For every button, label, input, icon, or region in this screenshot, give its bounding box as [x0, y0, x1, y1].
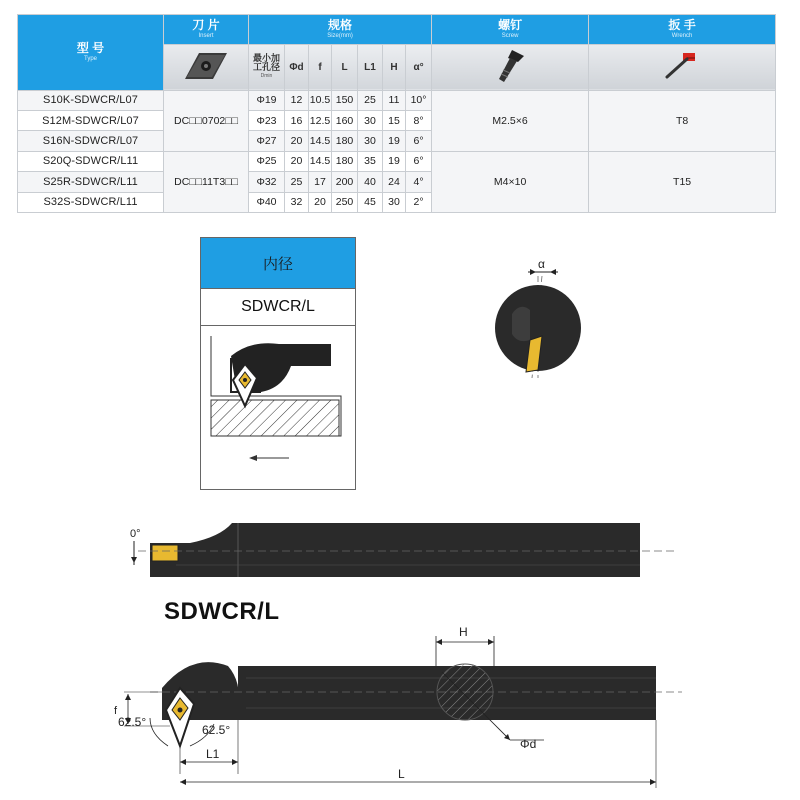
alpha-cell: 6° [406, 151, 432, 171]
insert-header: 刀 片 Insert [164, 15, 249, 45]
model-cell: S10K-SDWCR/L07 [18, 90, 164, 110]
alpha-cell: 10° [406, 90, 432, 110]
table-row [18, 151, 776, 171]
screw-cell: M4×10 [432, 151, 589, 212]
dmin-cell: Φ25 [249, 151, 285, 171]
f-label: f [114, 705, 118, 717]
alpha-cell: 4° [406, 172, 432, 192]
f-cell: 20 [309, 192, 332, 212]
side-view-diagram [120, 515, 680, 585]
wrench-header: 扳 手 Wrench [589, 15, 776, 45]
size-header: 规格 Size(mm) [249, 15, 432, 45]
dmin-cell: Φ32 [249, 172, 285, 192]
L-cell: 160 [332, 110, 358, 130]
H-cell: 11 [383, 90, 406, 110]
table-row [18, 90, 776, 110]
L1-cell: 45 [358, 192, 383, 212]
section-title: SDWCR/L [164, 598, 280, 625]
dmin-cell: Φ19 [249, 90, 285, 110]
L1-cell: 40 [358, 172, 383, 192]
model-cell: S20Q-SDWCR/L11 [18, 151, 164, 171]
angle-left-label: 62.5° [118, 715, 147, 729]
wrench-icon [657, 49, 707, 83]
wrench-cell: T15 [589, 151, 776, 212]
screw-image [432, 44, 589, 90]
model-cell: S12M-SDWCR/L07 [18, 110, 164, 130]
end-view-diagram [480, 258, 590, 388]
f-cell: 14.5 [309, 151, 332, 171]
L-cell: 180 [332, 131, 358, 151]
model-cell: S25R-SDWCR/L11 [18, 172, 164, 192]
screw-header: 螺钉 Screw [432, 15, 589, 45]
boring-operation-diagram [201, 326, 355, 491]
d-cell: 25 [285, 172, 309, 192]
d-cell: 16 [285, 110, 309, 130]
d-cell: 12 [285, 90, 309, 110]
H-cell: 19 [383, 151, 406, 171]
insert-cell: DC□□0702□□ [164, 90, 249, 151]
H-cell: 24 [383, 172, 406, 192]
insert-cell: DC□□11T3□□ [164, 151, 249, 212]
alpha-cell: 6° [406, 131, 432, 151]
dmin-cell: Φ27 [249, 131, 285, 151]
angle-right-label: 62.5° [202, 723, 231, 737]
f-cell: 14.5 [309, 131, 332, 151]
screw-cell: M2.5×6 [432, 90, 589, 151]
L-col-header: L [332, 44, 358, 90]
f-cell: 10.5 [309, 90, 332, 110]
screw-icon [490, 48, 530, 84]
L-cell: 200 [332, 172, 358, 192]
phid-label: Φd [520, 737, 537, 751]
d-cell: 32 [285, 192, 309, 212]
model-cell: S16N-SDWCR/L07 [18, 131, 164, 151]
spec-table [17, 14, 776, 213]
H-label: H [459, 625, 468, 639]
H-cell: 30 [383, 192, 406, 212]
H-col-header: H [383, 44, 406, 90]
L1-cell: 30 [358, 131, 383, 151]
L1-cell: 30 [358, 110, 383, 130]
f-col-header: f [309, 44, 332, 90]
L1-col-header: L1 [358, 44, 383, 90]
alpha-cell: 8° [406, 110, 432, 130]
model-cell: S32S-SDWCR/L11 [18, 192, 164, 212]
wrench-cell: T8 [589, 90, 776, 151]
dmin-cell: Φ40 [249, 192, 285, 212]
alpha-label: α [538, 258, 545, 271]
L-cell: 150 [332, 90, 358, 110]
insert-icon [181, 49, 231, 83]
d-cell: 20 [285, 151, 309, 171]
card-model: SDWCR/L [201, 289, 355, 326]
dmin-cell: Φ23 [249, 110, 285, 130]
L-cell: 180 [332, 151, 358, 171]
top-view-diagram [110, 622, 690, 792]
L1-cell: 25 [358, 90, 383, 110]
insert-shape [152, 545, 178, 561]
boring-type-card [200, 237, 356, 490]
H-cell: 15 [383, 110, 406, 130]
wrench-image [589, 44, 776, 90]
f-cell: 12.5 [309, 110, 332, 130]
L1-label: L1 [206, 747, 220, 761]
L-label: L [398, 767, 405, 781]
L-cell: 250 [332, 192, 358, 212]
card-title: 内径 [201, 238, 355, 289]
zero-angle-label: 0° [130, 528, 141, 540]
f-cell: 17 [309, 172, 332, 192]
insert-image [164, 44, 249, 90]
L1-cell: 35 [358, 151, 383, 171]
cross-section [437, 664, 493, 720]
d-cell: 20 [285, 131, 309, 151]
H-cell: 19 [383, 131, 406, 151]
phid-col-header: Φd [285, 44, 309, 90]
dmin-col-header: 最小加工孔径 Dmin [249, 44, 285, 90]
type-header: 型 号 Type [18, 15, 164, 91]
alpha-cell: 2° [406, 192, 432, 212]
arrow-left-icon [249, 455, 257, 461]
alpha-col-header: α° [406, 44, 432, 90]
